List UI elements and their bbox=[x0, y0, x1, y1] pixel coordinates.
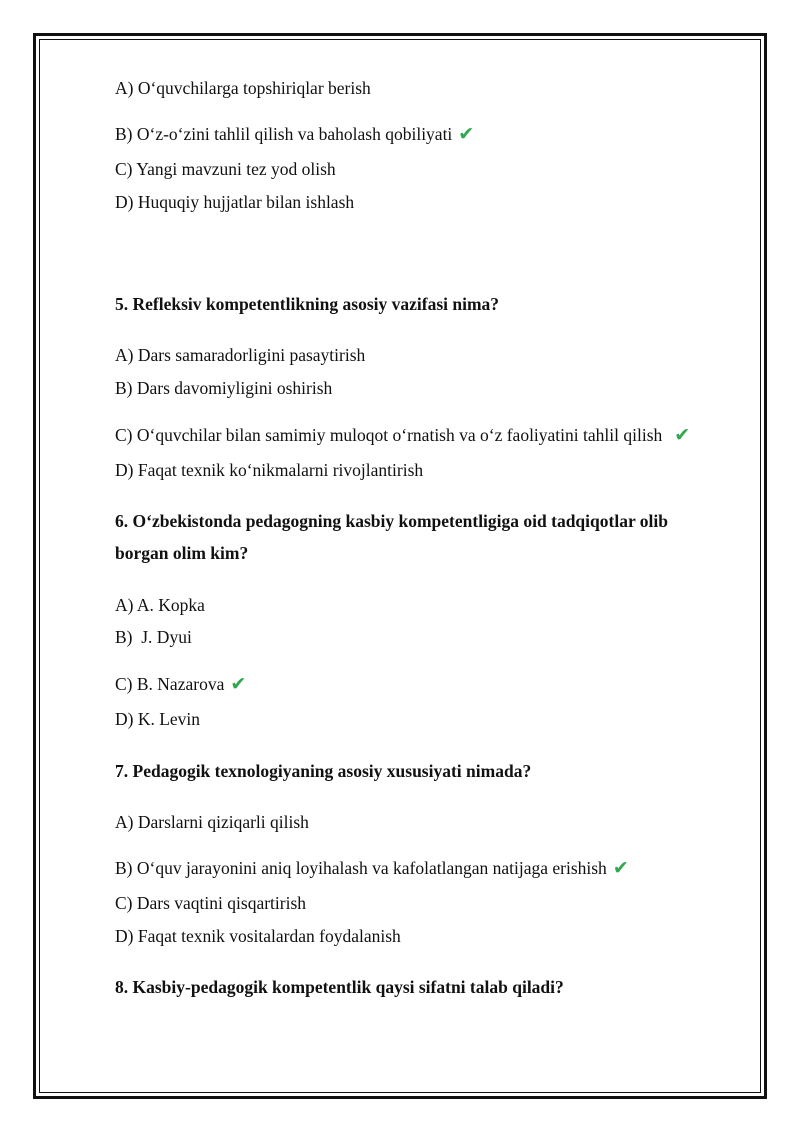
option-q4-b: B) O‘z-o‘zini tahlil qilish va baholash qobiliyati ✔ bbox=[115, 123, 475, 145]
option-q7-a: A) Darslarni qiziqarli qilish bbox=[115, 812, 309, 832]
option-q6-d: D) K. Levin bbox=[115, 709, 201, 729]
option-q5-b: B) Dars davomiyligini oshirish bbox=[115, 378, 333, 398]
option-q5-d: D) Faqat texnik ko‘nikmalarni rivojlantirish bbox=[115, 460, 424, 480]
question-7: 7. Pedagogik texnologiyaning asosiy xususiyati nimada? bbox=[115, 761, 532, 781]
option-q6-b: B) J. Dyui bbox=[115, 627, 192, 647]
option-q7-b: B) O‘quv jarayonini aniq loyihalash va kafolatlangan natijaga erishish ✔ bbox=[115, 857, 629, 879]
question-6-line-2: borgan olim kim? bbox=[115, 543, 249, 563]
option-q5-a: A) Dars samaradorligini pasaytirish bbox=[115, 345, 366, 365]
option-q5-c: C) O‘quvchilar bilan samimiy muloqot o‘rnatish va o‘z faoliyatini tahlil qilish ✔ bbox=[115, 424, 691, 446]
option-q6-c: C) B. Nazarova ✔ bbox=[115, 673, 247, 695]
correct-check-icon: ✔ bbox=[230, 673, 247, 695]
option-q7-c: C) Dars vaqtini qisqartirish bbox=[115, 893, 307, 913]
question-5: 5. Refleksiv kompetentlikning asosiy vazifasi nima? bbox=[115, 294, 500, 314]
correct-check-icon: ✔ bbox=[612, 857, 629, 879]
question-8: 8. Kasbiy-pedagogik kompetentlik qaysi sifatni talab qiladi? bbox=[115, 977, 564, 997]
option-q4-c: C) Yangi mavzuni tez yod olish bbox=[115, 159, 336, 179]
question-6-line-1: 6. O‘zbekistonda pedagogning kasbiy kompetentligiga oid tadqiqotlar olib bbox=[115, 511, 668, 531]
option-q4-d: D) Huquqiy hujjatlar bilan ishlash bbox=[115, 192, 355, 212]
correct-check-icon: ✔ bbox=[674, 424, 691, 446]
correct-check-icon: ✔ bbox=[458, 123, 475, 145]
option-q4-a: A) O‘quvchilarga topshiriqlar berish bbox=[115, 78, 371, 98]
option-q6-a: A) A. Kopka bbox=[115, 595, 205, 615]
option-q7-d: D) Faqat texnik vositalardan foydalanish bbox=[115, 926, 401, 946]
